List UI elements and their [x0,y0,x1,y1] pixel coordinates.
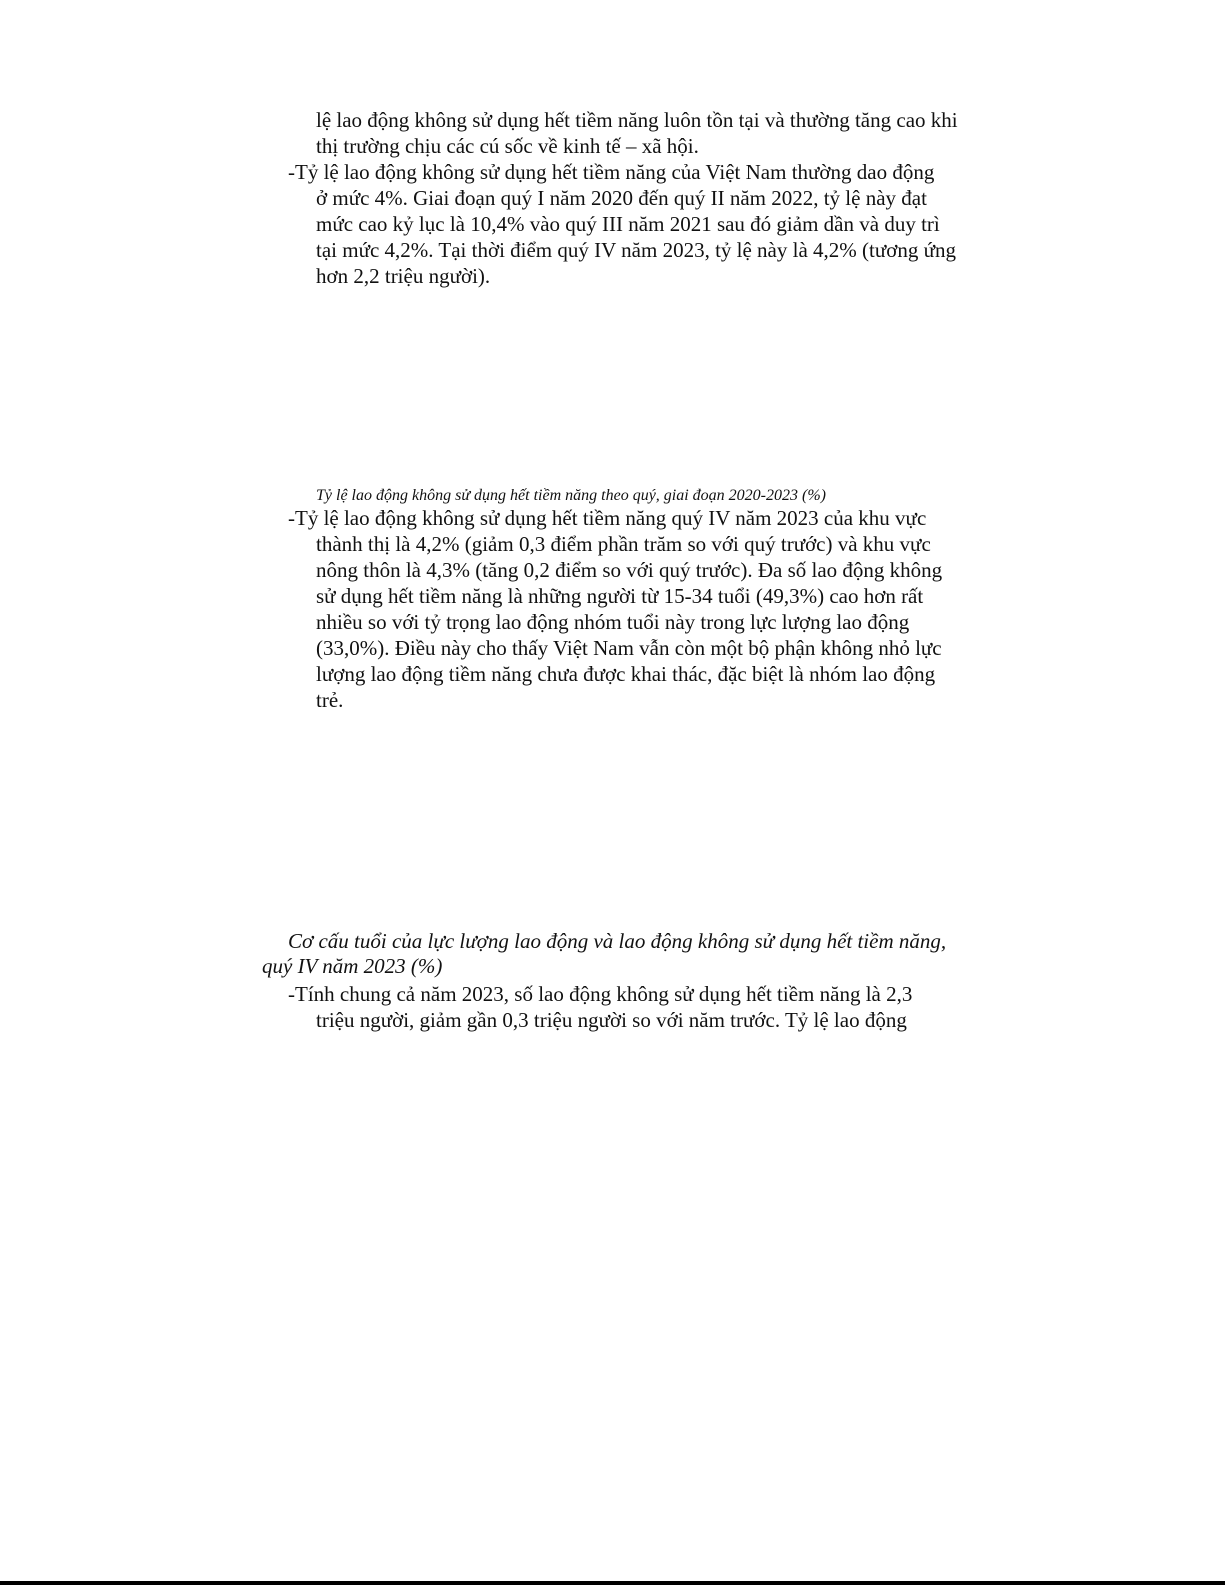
bullet-first-line: -Tính chung cả năm 2023, số lao động không sử dụng hết tiềm năng là 2,3 [288,982,913,1006]
page-bottom-border [0,1581,1225,1585]
paragraph-line: nhiều so với tỷ trọng lao động nhóm tuổi này trong lực lượng lao động [316,610,910,634]
paragraph-line: lượng lao động tiềm năng chưa được khai thác, đặc biệt là nhóm lao động [316,662,936,686]
caption-line: quý IV năm 2023 (%) [262,954,443,978]
paragraph-line: hơn 2,2 triệu người). [316,264,491,288]
bullet-first-line: -Tỷ lệ lao động không sử dụng hết tiềm năng quý IV năm 2023 của khu vực [288,506,927,530]
bullet-paragraph-1 [288,159,956,289]
paragraph-line: nông thôn là 4,3% (tăng 0,2 điểm so với quý trước). Đa số lao động không [316,558,943,582]
paragraph-intro [316,107,958,159]
bullet-first-line: -Tỷ lệ lao động không sử dụng hết tiềm năng của Việt Nam thường dao động [288,160,935,184]
paragraph-line: (33,0%). Điều này cho thấy Việt Nam vẫn còn một bộ phận không nhỏ lực [316,636,942,660]
paragraph-line: mức cao kỷ lục là 10,4% vào quý III năm 2021 sau đó giảm dần và duy trì [316,212,940,236]
figure-caption-1: Tỷ lệ lao động không sử dụng hết tiềm năng theo quý, giai đoạn 2020-2023 (%) [316,487,826,504]
bullet-paragraph-2 [288,505,942,713]
bullet-paragraph-3 [288,981,912,1033]
paragraph-line: triệu người, giảm gần 0,3 triệu người so với năm trước. Tỷ lệ lao động [316,1008,907,1032]
paragraph-line: thị trường chịu các cú sốc về kinh tế – xã hội. [316,134,699,158]
paragraph-line: tại mức 4,2%. Tại thời điểm quý IV năm 2023, tỷ lệ này là 4,2% (tương ứng [316,238,956,262]
paragraph-line: thành thị là 4,2% (giảm 0,3 điểm phần trăm so với quý trước) và khu vực [316,532,931,556]
paragraph-line: trẻ. [316,688,344,712]
paragraph-line: lệ lao động không sử dụng hết tiềm năng luôn tồn tại và thường tăng cao khi [316,108,958,132]
figure-caption-2 [262,929,946,979]
paragraph-line: sử dụng hết tiềm năng là những người từ 15-34 tuổi (49,3%) cao hơn rất [316,584,924,608]
caption-line: Cơ cấu tuổi của lực lượng lao động và lao động không sử dụng hết tiềm năng, [288,929,947,953]
paragraph-line: ở mức 4%. Giai đoạn quý I năm 2020 đến quý II năm 2022, tỷ lệ này đạt [316,186,927,210]
